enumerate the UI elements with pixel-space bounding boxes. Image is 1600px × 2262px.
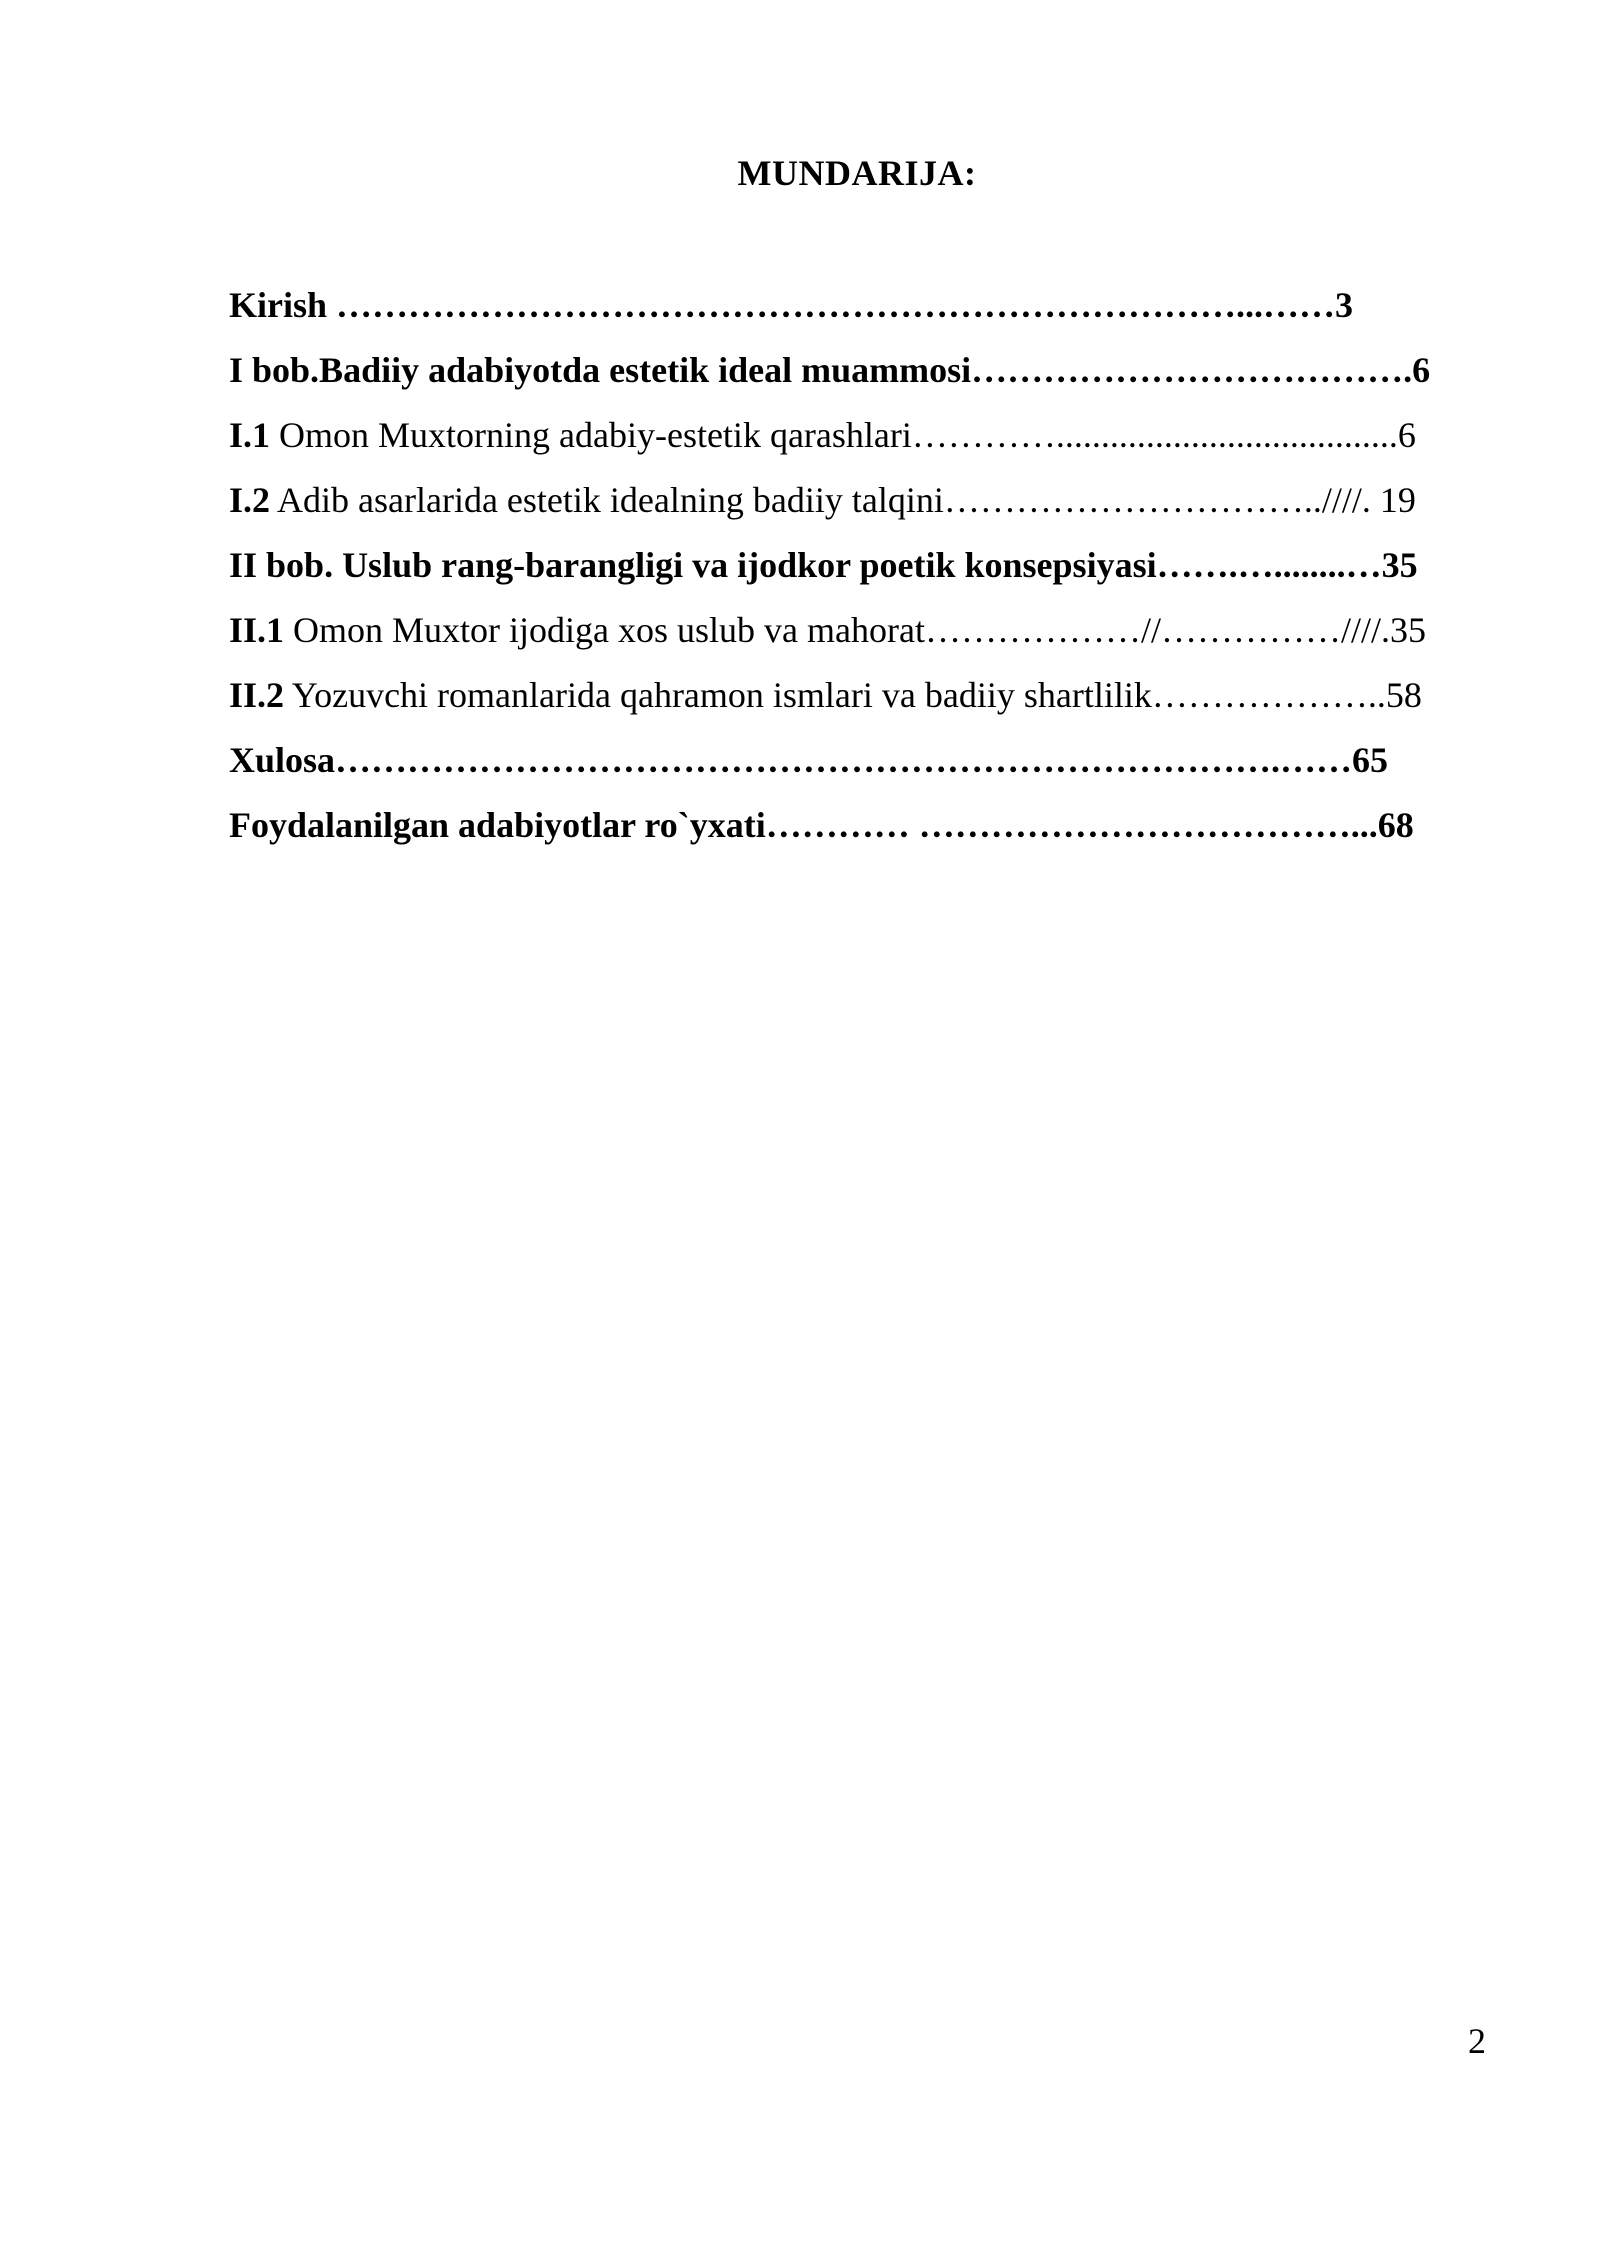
toc-entry-section-2-2 [229, 670, 1489, 735]
toc-entry-text: Adib asarlarida estetik idealning badiiy talqini…………………………..////. 19 [270, 480, 1416, 520]
toc-entry-kirish [229, 280, 1489, 345]
toc-entry-heading: Kirish …………………………………………………………………...……3 [229, 285, 1354, 325]
toc-entry-references [229, 800, 1489, 865]
toc-entry-xulosa [229, 735, 1489, 800]
toc-entry-section-1-1 [229, 410, 1489, 475]
page-title: MUNDARIJA: [737, 153, 977, 193]
toc-entry-heading: II bob. Uslub rang-barangligi va ijodkor poetik konsepsiyasi…….…........…35 [229, 545, 1418, 585]
toc-entry-text: Yozuvchi romanlarida qahramon ismlari va badiiy shartlilik………………..58 [284, 675, 1422, 715]
page-number: 2 [1468, 2021, 1486, 2061]
toc-entry-heading: Xulosa…………………………………………………………………….……65 [229, 740, 1389, 780]
toc-entry-number: II.1 [229, 610, 285, 650]
toc-entry-section-2-1 [229, 605, 1489, 670]
toc-entry-section-1-2 [229, 475, 1489, 540]
toc-entry-number: I.2 [229, 480, 271, 520]
toc-entry-chapter-1 [229, 345, 1489, 410]
toc-entry-text: Omon Muxtorning adabiy-estetik qarashlari…………......................................6 [270, 415, 1416, 455]
toc-entry-chapter-2 [229, 540, 1489, 605]
toc-entry-number: II.2 [229, 675, 285, 715]
table-of-contents [229, 280, 1489, 865]
toc-entry-heading: Foydalanilgan adabiyotlar ro`yxati………… ………………………………...68 [229, 805, 1414, 845]
toc-entry-heading: I bob.Badiiy adabiyotda estetik ideal muammosi……………………………….6 [229, 350, 1431, 390]
toc-entry-text: Omon Muxtor ijodiga xos uslub va mahorat………………//……………////.35 [284, 610, 1426, 650]
toc-entry-number: I.1 [229, 415, 271, 455]
